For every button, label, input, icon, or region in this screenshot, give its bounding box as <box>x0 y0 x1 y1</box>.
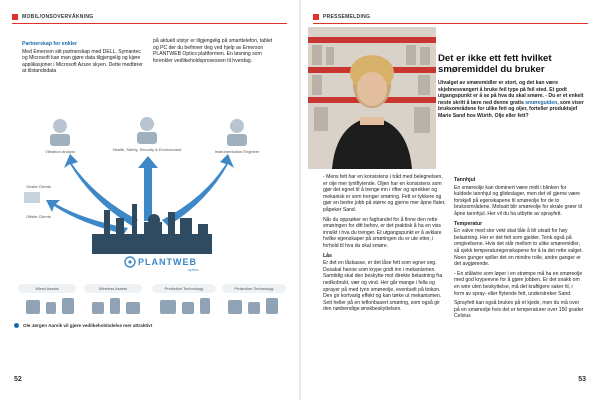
tablet-icon <box>24 192 40 203</box>
body-paragraph: En smøreolje kan dominert være midt i blinken for kuldede tannhjul og glideslager, men det vil gjerne være forskjell på egenskapene til smøreolje for de to bruksområdene. Motsatt blir smøreolje for skrale grøer til åpne tannhjul. Her vil du ha utbytte av sprayfett. <box>454 184 582 217</box>
portrait-photo <box>308 27 436 169</box>
subheading-temperatur: Temperatur <box>454 220 483 227</box>
body-paragraph: Med Emerson sitt partnerskap med DELL, Symantec og Microsoft kan man gjøre data tilgjengelig og kjøre applikasjoner i Microsoft Azure skyen. Dette medfører at tilstandsdata <box>22 48 143 75</box>
intro-highlight-link[interactable]: smøreguiden <box>525 99 558 106</box>
brand-sub: optics <box>188 267 199 272</box>
brand-name: PLANTWEB <box>138 257 197 267</box>
partner-heading: Partnerskap for enkler <box>22 41 78 47</box>
section-square-icon <box>12 14 18 20</box>
label-predictive-technology: Predictive Technology <box>164 286 204 291</box>
subheading-las: Lås <box>323 252 332 259</box>
section-label: PRESSEMELDING <box>323 14 371 20</box>
section-header <box>12 14 93 20</box>
intro-text-b: , som viser bruksområdene for ulike fett og oljer, forteller produktsjef Marie Sand hos Würth. Olje eller fett? <box>438 99 584 119</box>
label-wired-assets: Wired Assets <box>35 286 59 291</box>
section-square-icon <box>313 14 319 20</box>
body-paragraph: Sprayfett kan også brukes på et kjede, men du må over på en smøreolje hvis det er temperaturer over 150 grader Celsius <box>454 300 584 320</box>
intro-text-a: Utvalget av smøremidler er stort, og det kan være skjebnesvangert å bruke feil type på feil sted. Et godt utgangspunkt er å se på hva du skal smøre. - Du er et enkelt neste skritt å lære ned denne gratis <box>438 80 584 106</box>
body-paragraph: - Mens fett har en konsistens i tråd med belegnelsen, er olje mer tyntflytende. Oljen har en konsistens som gjør det egnet til å trenge inn i rifter og sprekker og mekanisk er som trenger smøring. Fett er tykkere og gjør en bedre jobb på større og gjerne mer åpne flater, påpeker Sand. <box>323 174 446 213</box>
page-number-left: 52 <box>14 376 22 383</box>
text-column-2 <box>153 38 277 67</box>
label-vibration-analyst: Vibration Analyst <box>45 149 75 154</box>
page-number-right: 53 <box>578 376 586 383</box>
label-instrumentation-engineer: Instrumentation Engineer <box>214 149 260 154</box>
body-paragraph: Når du oppsøker en faghandel for å finne den rette smøringen for ditt behov, er det praktisk å ha en viss innsikt i hva du trenger. Et utgangspunkt er å avklare hvilke egenskaper på smøringen du er ute etter, i forhold til hva du skal smøre. <box>323 216 442 249</box>
label-wireless-assets: Wireless Assets <box>98 286 128 291</box>
body-paragraph: En valve med stor vekt skal tåle å bli utsatt for høy belastning. Her er det fett som gjelder. Tenk også på omgivelsene. Hvis det står mellom to ulike smøremidler, så sjekk temperaturegenskapene for å ta det rette valget. Noen gunger spiller det en mindre rolle, andre ganger er det avgjørende. <box>454 228 583 268</box>
subheading-tannhjul: Tannhjul <box>454 177 476 183</box>
label-hse: Health, Safety, Security & Environment <box>112 147 182 152</box>
right-page <box>301 0 600 400</box>
body-paragraph: på aktuelt utstyr er tilgjengelig på smarttelefon, tablet og PC der du befinner deg ved hjelp av Emerson PLANTWEB Optics plattformen. En løsning som forenkler vedlikeholdsprosessen til hverdag. <box>153 38 273 64</box>
label-protection-technology: Protection Technology <box>234 286 274 291</box>
text-column-2 <box>454 174 584 323</box>
left-page <box>0 0 299 400</box>
article-intro <box>438 80 588 120</box>
text-column-1 <box>323 174 447 316</box>
article-title: Det er ikke ett fett hvilket smøremiddel du bruker <box>438 53 552 75</box>
label-offsite-clients: Offsite Clients <box>26 214 51 219</box>
plantweb-diagram <box>12 106 287 321</box>
caption-bullet-icon <box>14 323 19 328</box>
label-onsite-clients: Onsite Clients <box>26 184 51 189</box>
figure-caption <box>14 323 152 328</box>
text-column-1 <box>22 38 144 78</box>
caption-text: Ole Jørgen Aarvik vil gjøre vedlikeholdsdelse mer attraktivt <box>23 323 153 328</box>
section-divider <box>12 23 287 24</box>
section-header <box>313 14 370 20</box>
body-paragraph: Er det en låskasse, er det låse fett som egner seg. Dusakal hanoe som krype godt inn i mekanismen. Samtidig skal den beskytte mot direkte belastning fra nedkobrukt, vær og vind. Her går mange i fella og sprayer på med tynn smøreolje, eventuelt på bokon. Den gir kortvarig effekt og kan tørke ut mekanismen. Sett heller på en teflonbasert smøring, som også gir den nødvendige ønskbeskyttelsen. <box>323 260 443 313</box>
body-paragraph: - En stålwire som løper i en strømpe må ha en smøreolje med god krypeevne for å gjøre jobben. Er det snakk om en wire uten beskyttelse, må det kraftigere saker til, i form av spray- eller flytende fett, understreker Sand. <box>454 270 583 297</box>
section-label: MOBIL/ONSOVERVÅKNING <box>22 14 94 20</box>
section-divider <box>313 23 588 24</box>
